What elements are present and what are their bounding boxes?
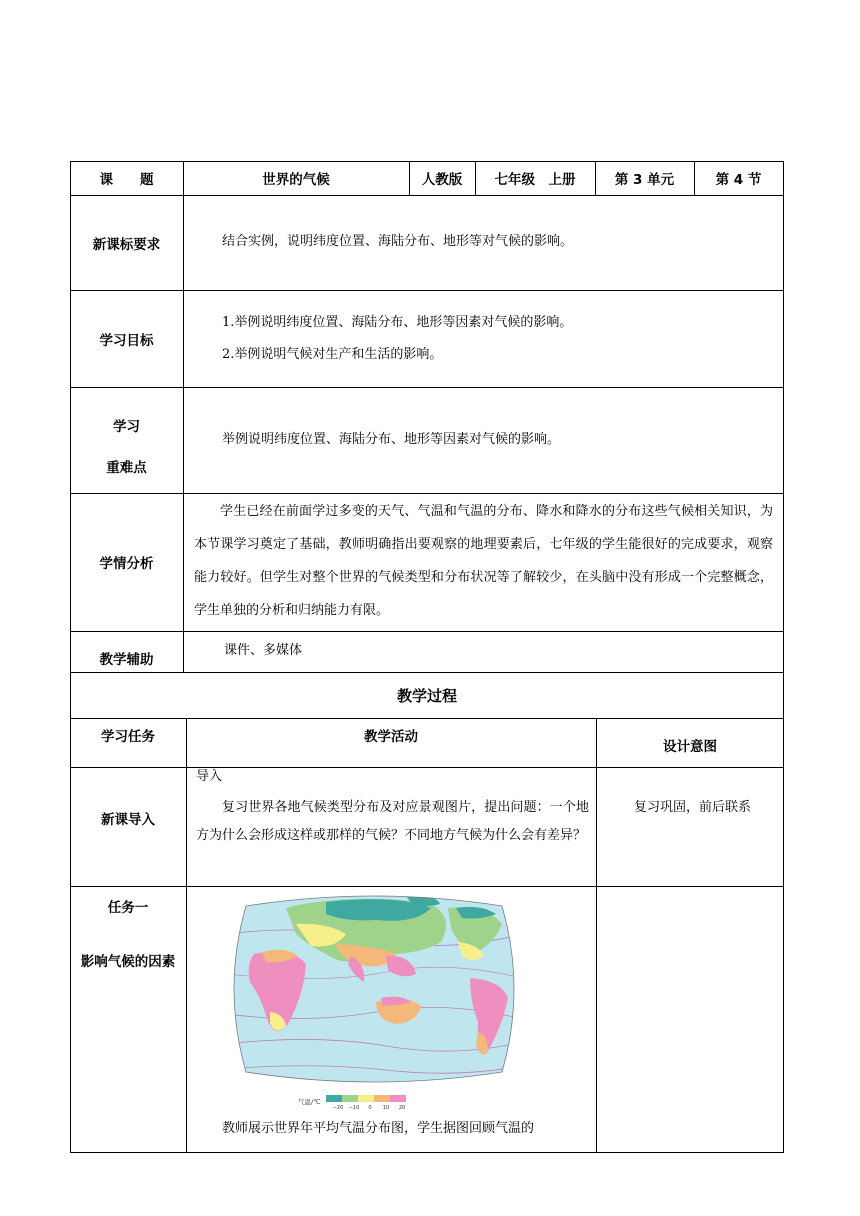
intro-heading: 导入	[196, 769, 223, 784]
legend-swatch	[390, 1095, 406, 1102]
table-border	[783, 161, 784, 1153]
table-border	[70, 387, 784, 388]
curriculum-text: 结合实例，说明纬度位置、海陆分布、地形等对气候的影响。	[222, 234, 574, 249]
objective-item-1: 1.举例说明纬度位置、海陆分布、地形等因素对气候的影响。	[222, 315, 573, 330]
unit: 第 3 单元	[614, 172, 675, 188]
aids-label: 教学辅助	[99, 652, 154, 668]
legend-tick: −10	[348, 1105, 360, 1111]
table-border	[70, 718, 784, 719]
task1-label-line1: 任务一	[107, 900, 149, 916]
topic-title: 世界的气候	[262, 172, 330, 188]
analysis-text: 学生已经在前面学过多变的天气、气温和气温的分布、降水和降水的分布这些气候相关知识，为本节课学习奠定了基础，教师明确指出要观察的地理要素后，七年级的学生能很好的完成要求，观察能力较好。但学生对整个世界的气候类型和分布状况等了解较少，在头脑中没有形成一个完整概念，学生单独的分析和归纳能力有限。	[194, 504, 773, 618]
table-border	[70, 886, 784, 887]
topic-label: 课 题	[99, 172, 154, 188]
table-border	[186, 718, 187, 1152]
col-activity-header: 教学活动	[364, 729, 418, 745]
section: 第 4 节	[715, 172, 762, 188]
legend-tick: −20	[332, 1105, 344, 1111]
legend-tick: 0	[368, 1105, 372, 1111]
world-temperature-map	[226, 894, 522, 1112]
objective-item-2: 2.举例说明气候对生产和生活的影响。	[222, 347, 443, 362]
table-border	[596, 718, 597, 1152]
key-points-text: 举例说明纬度位置、海陆分布、地形等因素对气候的影响。	[222, 432, 561, 447]
intro-text: 复习世界各地气候类型分布及对应景观图片，提出问题：一个地方为什么会形成这样或那样的气候？不同地方气候为什么会有差异？	[196, 800, 589, 843]
intro-label: 新课导入	[101, 812, 155, 828]
col-intent-header: 设计意图	[663, 739, 717, 755]
map-legend-label: 气温/℃	[298, 1098, 321, 1106]
process-title: 教学过程	[396, 686, 457, 705]
aids-text: 课件、多媒体	[224, 643, 303, 658]
table-border	[70, 631, 784, 632]
legend-tick: 10	[382, 1105, 390, 1111]
edition: 人教版	[421, 172, 463, 188]
legend-tick: 20	[398, 1105, 406, 1111]
intro-intent: 复习巩固，前后联系	[634, 800, 752, 815]
col-task-header: 学习任务	[101, 729, 155, 745]
legend-swatch	[326, 1095, 342, 1102]
task1-text: 教师展示世界年平均气温分布图，学生据图回顾气温的	[222, 1121, 535, 1136]
analysis-label: 学情分析	[99, 556, 154, 572]
table-border	[183, 161, 184, 672]
legend-swatch	[374, 1095, 390, 1102]
key-points-label-line2: 重难点	[106, 460, 147, 476]
legend-swatch	[358, 1095, 374, 1102]
table-border	[70, 1152, 784, 1153]
curriculum-label: 新课标要求	[92, 236, 161, 253]
objectives-label: 学习目标	[99, 332, 154, 349]
map-legend	[326, 1095, 406, 1111]
grade: 七年级 上册	[494, 172, 576, 188]
key-points-label-line1: 学习	[113, 419, 140, 435]
legend-swatch	[342, 1095, 358, 1102]
task1-label-line2: 影响气候的因素	[80, 954, 176, 970]
